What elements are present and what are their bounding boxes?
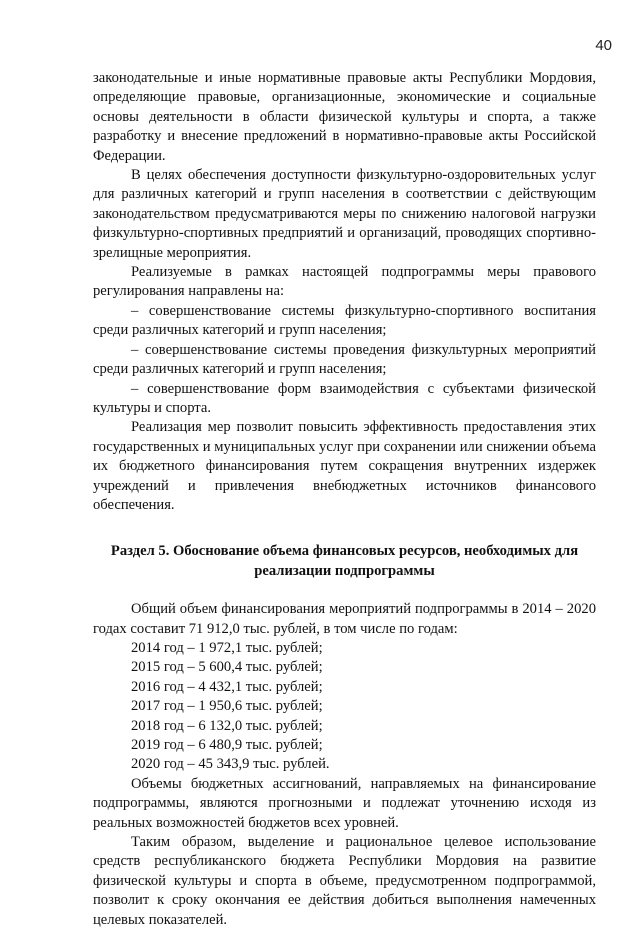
paragraph: законодательные и иные нормативные правовые акты Республики Мордовия, определяющие правовые, организационные, экономические и социальные основы деятельности в области физической культуры и спорта, а также разработку и внесение предложений в нормативно-правовые акты Российской Федерации. bbox=[93, 70, 596, 164]
page-number: 40 bbox=[595, 37, 612, 54]
paragraph: Объемы бюджетных ассигнований, направляемых на финансирование подпрограммы, являются прогнозными и подлежат уточнению исходя из реальных возможностей бюджетов всех уровней. bbox=[93, 775, 596, 831]
paragraph: Таким образом, выделение и рациональное целевое использование средств республиканского бюджета Республики Мордовия на развитие физической культуры и спорта в объеме, предусмотренном подпрограммой, позволит к сроку окончания ее действия добиться выполнения намеченных целевых показателей. bbox=[93, 834, 596, 928]
year-item: 2017 год – 1 950,6 тыс. рублей; bbox=[131, 698, 323, 715]
year-item: 2019 год – 6 480,9 тыс. рублей; bbox=[131, 737, 323, 753]
list-item: – совершенствование системы проведения физкультурных мероприятий среди различных категорий и групп населения; bbox=[93, 341, 596, 378]
paragraph: Реализация мер позволит повысить эффективность предоставления этих государственных и муниципальных услуг при сохранении или снижении объема их бюджетного финансирования путем сокращения внутренних издержек учреждений и привлечения внебюджетных источников финансового обеспечения. bbox=[93, 419, 596, 513]
year-item: 2016 год – 4 432,1 тыс. рублей; bbox=[131, 678, 323, 695]
paragraph: Реализуемые в рамках настоящей подпрограммы меры правового регулирования направлены на: bbox=[93, 264, 596, 300]
list-item: – совершенствование форм взаимодействия с субъектами физической культуры и спорта. bbox=[93, 380, 596, 416]
year-item: 2015 год – 5 600,4 тыс. рублей; bbox=[131, 659, 323, 676]
year-item: 2018 год – 6 132,0 тыс. рублей; bbox=[131, 717, 323, 734]
section-heading: Раздел 5. Обоснование объема финансовых ресурсов, необходимых для реализации подпрограммы bbox=[110, 543, 579, 579]
document-body bbox=[93, 69, 596, 930]
year-item: 2020 год – 45 343,9 тыс. рублей. bbox=[131, 756, 330, 773]
list-item: – совершенствование системы физкультурно-спортивного воспитания среди различных категорий и групп населения; bbox=[93, 302, 596, 339]
financing-intro: Общий объем финансирования мероприятий подпрограммы в 2014 – 2020 годах составит 71 912,0 тыс. рублей, в том числе по годам: bbox=[93, 601, 596, 637]
paragraph: В целях обеспечения доступности физкультурно-оздоровительных услуг для различных категорий и групп населения в соответствии с действующим законодательством предусматриваются меры по снижению налоговой нагрузки физкультурно-спортивных предприятий и организаций, проводящих спортивно-зрелищные мероприятия. bbox=[93, 167, 596, 261]
year-item: 2014 год – 1 972,1 тыс. рублей; bbox=[131, 639, 323, 656]
